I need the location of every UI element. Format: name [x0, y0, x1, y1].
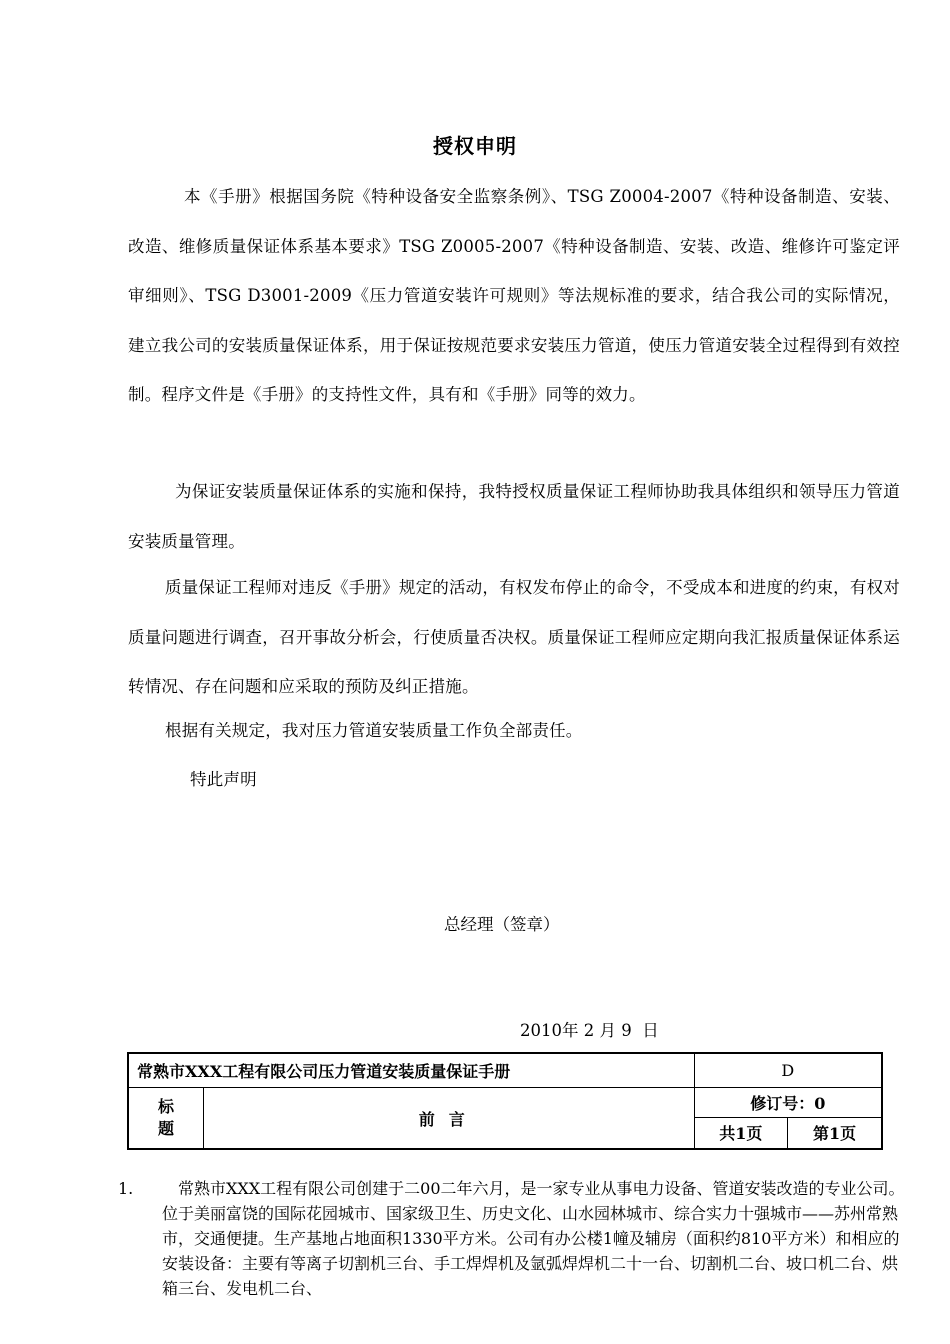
revision-number: 修订号：0 [694, 1088, 882, 1117]
date-line: 2010年 2 月 9 日 [520, 1021, 659, 1040]
paragraph-responsibility: 根据有关规定，我对压力管道安装质量工作负全部责任。 [165, 721, 583, 740]
current-page: 第1页 [788, 1117, 882, 1149]
document-header-table [127, 1052, 883, 1150]
section-name: 前言 [204, 1088, 695, 1149]
title-label [128, 1088, 204, 1149]
list-item-text: 常熟市XXX工程有限公司创建于二00二年六月，是一家专业从事电力设备、管道安装改造的专业公司。位于美丽富饶的国际花园城市、国家级卫生、历史文化、山水园林城市、综合实力十强城市——苏州常熟市，交通便捷。生产基地占地面积1330平方米。公司有办公楼1幢及辅房（面积约810平方米）和相应的安装设备：主要有等离子切割机三台、手工焊焊机及氩弧焊焊机二十一台、切割机二台、坡口机二台、烘箱三台、发电机二台、 [162, 1179, 905, 1298]
title-label-line-2: 题 [157, 1119, 174, 1139]
document-code: D [694, 1053, 882, 1088]
list-item [118, 1176, 908, 1301]
page-title: 授权申明 [433, 134, 517, 158]
signature-line: 总经理（签章） [444, 915, 560, 934]
paragraph-declaration: 特此声明 [190, 770, 257, 789]
company-manual-title: 常熟市XXX工程有限公司压力管道安装质量保证手册 [128, 1053, 694, 1088]
paragraph-authorization: 为保证安装质量保证体系的实施和保持，我特授权质量保证工程师协助我具体组织和领导压力管道安装质量管理。 [128, 482, 900, 551]
paragraph-qa-engineer-authority: 质量保证工程师对违反《手册》规定的活动，有权发布停止的命令，不受成本和进度的约束，有权对质量问题进行调查，召开事故分析会，行使质量否决权。质量保证工程师应定期向我汇报质量保证体系运转情况、存在问题和应采取的预防及纠正措施。 [128, 578, 900, 696]
total-pages: 共1页 [694, 1117, 788, 1149]
list-item-number: 1. [118, 1179, 134, 1198]
title-label-line-1: 标 [157, 1097, 174, 1117]
paragraph-basis: 本《手册》根据国务院《特种设备安全监察条例》、TSG Z0004-2007《特种设备制造、安装、改造、维修质量保证体系基本要求》TSG Z0005-2007《特种设备制造、安装、改造、维修许可鉴定评审细则》、TSG D3001-2009《压力管道安装许可规则》等法规标准的要求，结合我公司的实际情况，建立我公司的安装质量保证体系，用于保证按规范要求安装压力管道，使压力管道安装全过程得到有效控制。程序文件是《手册》的支持性文件，具有和《手册》同等的效力。 [128, 187, 900, 404]
